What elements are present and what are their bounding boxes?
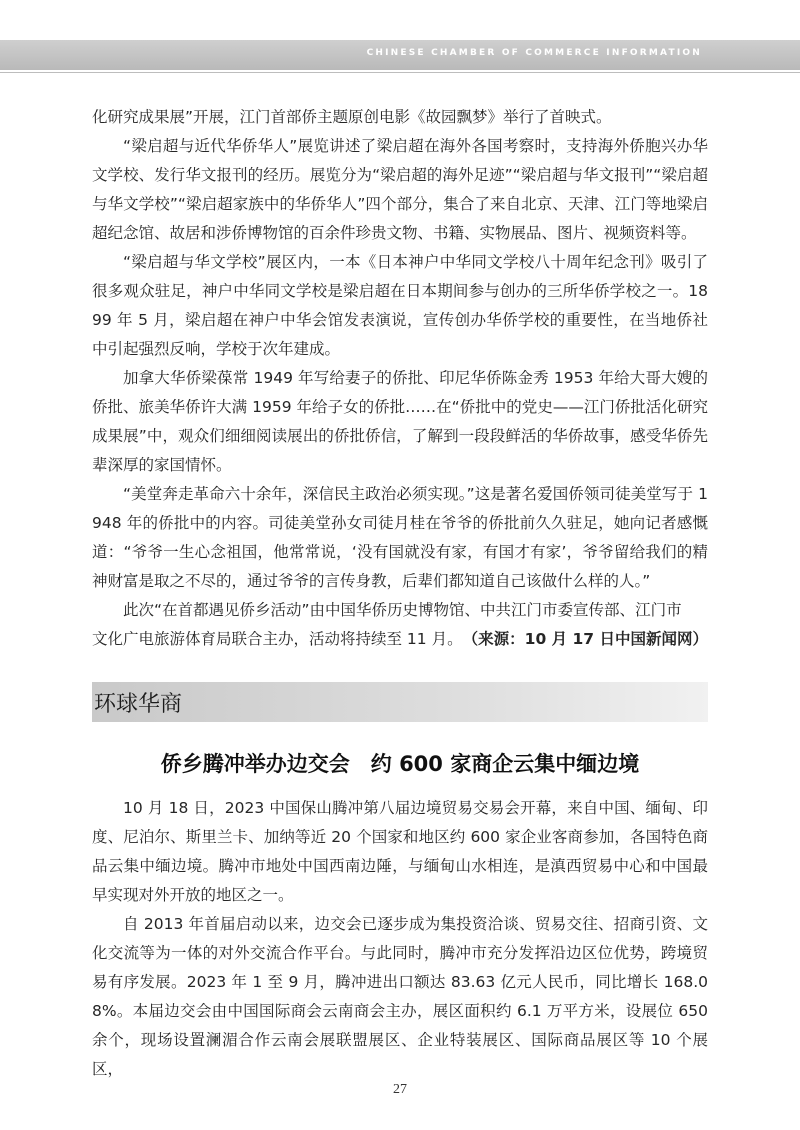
article-continued — [92, 103, 708, 654]
paragraph: “梁启超与华文学校”展区内，一本《日本神户中华同文学校八十周年纪念刊》吸引了很多观众驻足，神户中华同文学校是梁启超在日本期间参与创办的三所华侨学校之一。1899 年 5 月，梁启超在神户中华会馆发表演说，宣传创办华侨学校的重要性，在当地侨社中引起强烈反响，学校于次年建成。 — [92, 253, 708, 358]
paragraph: 此次“在首都遇见侨乡活动”由中国华侨历史博物馆、中共江门市委宣传部、江门市 — [123, 601, 682, 619]
article-title: 侨乡腾冲举办边交会 约 600 家商企云集中缅边境 — [160, 752, 640, 776]
page-number: 27 — [393, 1082, 407, 1097]
section-header — [92, 682, 708, 722]
paragraph: 加拿大华侨梁葆常 1949 年写给妻子的侨批、印尼华侨陈金秀 1953 年给大哥大嫂的侨批、旅美华侨许大满 1959 年给子女的侨批……在“侨批中的党史——江门侨批活化研究成果展”中，观众们细细阅读展出的侨批侨信，了解到一段段鲜活的华侨故事，感受华侨先辈深厚的家国情怀。 — [92, 369, 708, 474]
paragraph: 10 月 18 日，2023 中国保山腾冲第八届边境贸易交易会开幕，来自中国、缅甸、印度、尼泊尔、斯里兰卡、加纳等近 20 个国家和地区约 600 家企业客商参加，各国特色商品云集中缅边境。腾冲市地处中国西南边陲，与缅甸山水相连，是滇西贸易中心和中国最早实现对外开放的地区之一。 — [92, 799, 708, 904]
paragraph-closing-line — [92, 625, 708, 654]
paragraph: “美堂奔走革命六十余年，深信民主政治必须实现。”这是著名爱国侨领司徒美堂写于 1948 年的侨批中的内容。司徒美堂孙女司徒月桂在爷爷的侨批前久久驻足，她向记者感慨道：“爷爷一生心念祖国，他常常说，‘没有国就没有家，有国才有家’，爷爷留给我们的精神财富是取之不尽的，通过爷爷的言传身教，后辈们都知道自己该做什么样的人。” — [92, 485, 708, 590]
article-body — [92, 794, 708, 1084]
source-citation: （来源：10 月 17 日中国新闻网） — [462, 630, 708, 648]
paragraph: 化研究成果展”开展，江门首部侨主题原创电影《故园飘梦》举行了首映式。 — [92, 108, 612, 126]
header-divider — [0, 72, 800, 73]
paragraph: “梁启超与近代华侨华人”展览讲述了梁启超在海外各国考察时，支持海外侨胞兴办华文学校、发行华文报刊的经历。展览分为“梁启超的海外足迹”“梁启超与华文报刊”“梁启超与华文学校”“梁启超家族中的华侨华人”四个部分，集合了来自北京、天津、江门等地梁启超纪念馆、故居和涉侨博物馆的百余件珍贵文物、书籍、实物展品、图片、视频资料等。 — [92, 137, 708, 242]
paragraph-tail: 文化广电旅游体育局联合主办，活动将持续至 11 月。 — [92, 630, 463, 648]
paragraph: 自 2013 年首届启动以来，边交会已逐步成为集投资洽谈、贸易交往、招商引资、文化交流等为一体的对外交流合作平台。与此同时，腾冲市充分发挥沿边区位优势，跨境贸易有序发展。2023 年 1 至 9 月，腾冲进出口额达 83.63 亿元人民币，同比增长 168.08%。本届边交会由中国国际商会云南商会主办，展区面积约 6.1 万平方米，设展位 650 余个，现场设置澜湄合作云南会展联盟展区、企业特装展区、国际商品展区等 10 个展区， — [92, 915, 708, 1078]
running-header — [0, 40, 800, 70]
section-title: 环球华商 — [94, 692, 183, 717]
header-title: CHINESE CHAMBER OF COMMERCE INFORMATION — [366, 48, 702, 58]
